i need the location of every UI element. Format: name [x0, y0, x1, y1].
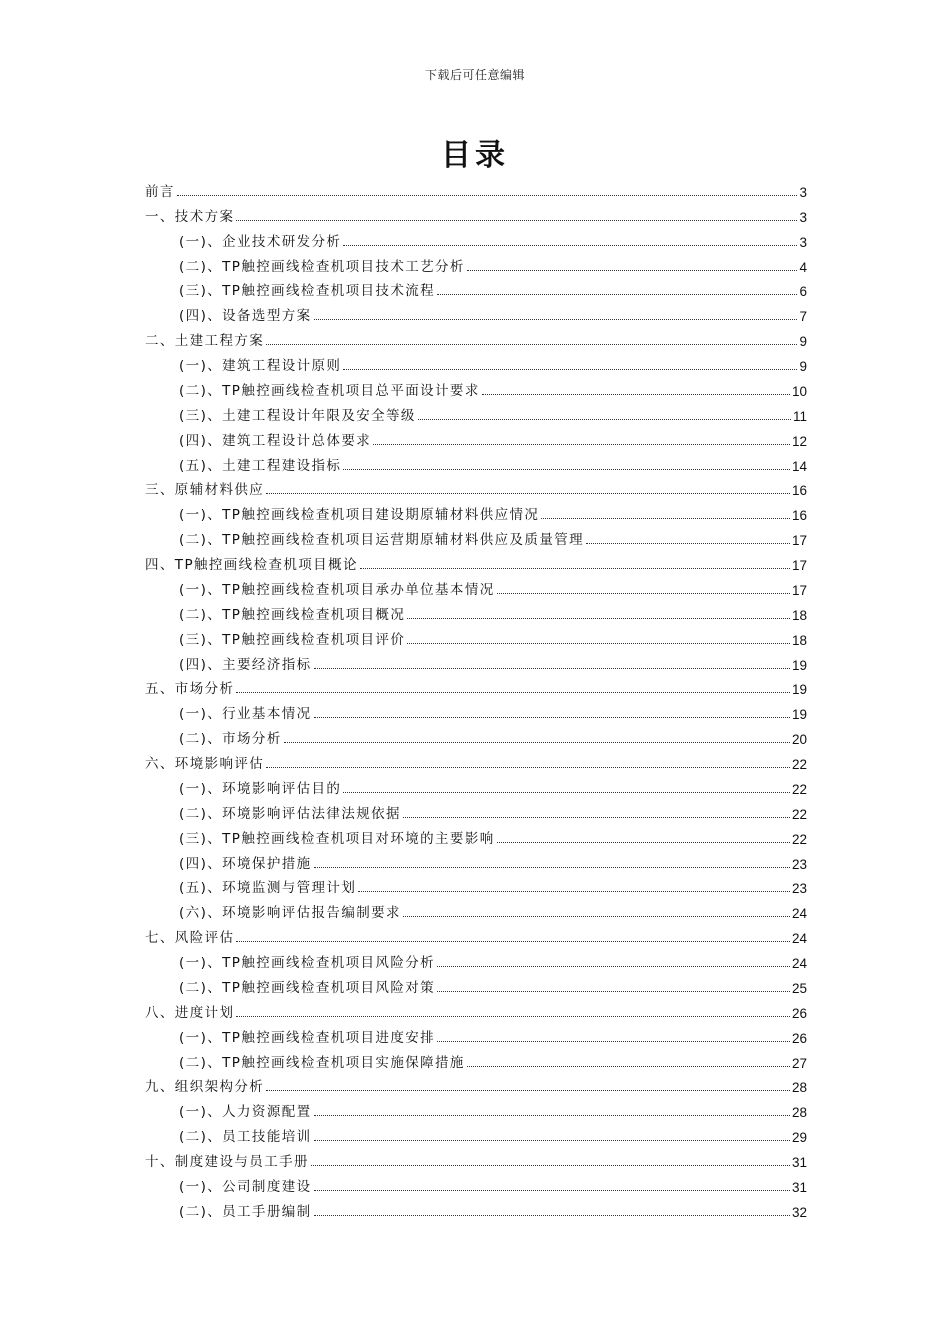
toc-entry-label: (一)、TP触控画线检查机项目风险分析 — [179, 955, 436, 971]
toc-entry-page-number: 10 — [791, 383, 807, 399]
toc-entry-label: (三)、TP触控画线检查机项目评价 — [179, 631, 406, 648]
toc-entry-page-number: 29 — [791, 1130, 807, 1146]
toc-entry[interactable] — [145, 971, 807, 996]
toc-entry-page-number: 24 — [791, 956, 807, 971]
toc-entry-page-number: 31 — [791, 1179, 807, 1195]
toc-entry-page-number: 19 — [791, 657, 807, 673]
toc-entry-label: (一)、公司制度建设 — [179, 1178, 312, 1195]
toc-entry-label: 三、原辅材料供应 — [145, 482, 265, 499]
dot-leader — [373, 443, 790, 445]
toc-entry-page-number: 22 — [791, 831, 807, 847]
dot-leader — [314, 318, 798, 320]
toc-entry[interactable] — [145, 498, 807, 523]
toc-entry[interactable] — [145, 349, 807, 374]
toc-entry-page-number: 26 — [791, 1005, 807, 1021]
dot-leader — [437, 293, 797, 295]
toc-entry-page-number: 28 — [791, 1105, 807, 1121]
toc-entry-label: (二)、环境影响评估法律法规依据 — [179, 805, 401, 822]
dot-leader — [343, 468, 790, 470]
toc-entry-page-number: 22 — [791, 781, 807, 797]
toc-entry[interactable] — [145, 1170, 807, 1195]
toc-entry-page-number: 3 — [799, 234, 807, 250]
toc-entry-label: 一、技术方案 — [145, 208, 235, 225]
toc-entry-page-number: 3 — [799, 209, 807, 225]
dot-leader — [403, 816, 790, 818]
toc-entry-page-number: 3 — [799, 184, 807, 200]
dot-leader — [266, 766, 790, 768]
toc-entry[interactable] — [145, 1071, 807, 1096]
toc-entry[interactable] — [145, 697, 807, 722]
toc-entry-page-number: 11 — [792, 408, 807, 424]
toc-entry-label: (一)、人力资源配置 — [179, 1104, 312, 1121]
toc-entry[interactable] — [145, 573, 807, 598]
toc-entry-label: (四)、环境保护措施 — [179, 855, 312, 872]
toc-entry-page-number: 24 — [791, 931, 807, 947]
toc-entry-label: 五、市场分析 — [145, 681, 235, 698]
toc-entry[interactable] — [145, 896, 807, 921]
toc-entry-label: (一)、行业基本情况 — [179, 706, 312, 723]
toc-entry-page-number: 19 — [791, 707, 807, 723]
toc-entry-label: 八、进度计划 — [145, 1004, 235, 1021]
toc-entry[interactable] — [145, 623, 807, 648]
toc-entry-page-number: 17 — [791, 533, 807, 549]
toc-entry-label: (五)、土建工程建设指标 — [179, 457, 342, 474]
dot-leader — [236, 940, 790, 942]
toc-entry-label: (四)、主要经济指标 — [179, 656, 312, 673]
dot-leader — [437, 1040, 790, 1042]
toc-entry[interactable] — [145, 250, 807, 275]
toc-entry-label: (二)、TP触控画线检查机项目运营期原辅材料供应及质量管理 — [179, 532, 585, 549]
dot-leader — [497, 592, 790, 594]
download-note: 下载后可任意编辑 — [424, 68, 525, 82]
toc-entry-page-number: 26 — [791, 1030, 807, 1046]
toc-entry-label: (一)、TP触控画线检查机项目建设期原辅材料供应情况 — [179, 507, 540, 524]
dot-leader — [314, 1214, 790, 1216]
toc-entry-label: (一)、TP触控画线检查机项目进度安排 — [179, 1029, 436, 1046]
dot-leader — [437, 965, 790, 967]
toc-entry[interactable] — [145, 424, 807, 449]
dot-leader — [360, 567, 790, 569]
toc-entry-label: 七、风险评估 — [145, 930, 235, 947]
dot-leader — [407, 617, 790, 619]
toc-entry-label: (一)、环境影响评估目的 — [179, 780, 342, 797]
toc-entry[interactable] — [145, 847, 807, 872]
toc-entry[interactable] — [145, 722, 807, 747]
toc-entry-page-number: 24 — [791, 906, 807, 922]
toc-entry-page-number: 4 — [799, 259, 807, 275]
toc-entry-page-number: 16 — [791, 508, 807, 524]
dot-leader — [314, 716, 790, 718]
toc-entry[interactable] — [145, 299, 807, 324]
toc-entry[interactable] — [145, 921, 807, 946]
toc-entry-label: (二)、市场分析 — [179, 731, 282, 748]
toc-entry-label: (一)、建筑工程设计原则 — [179, 358, 342, 374]
toc-entry[interactable] — [145, 1145, 807, 1170]
toc-entry[interactable] — [145, 648, 807, 673]
toc-entry-page-number: 18 — [791, 607, 807, 623]
toc-entry-label: (二)、TP触控画线检查机项目概况 — [179, 606, 406, 623]
toc-entry[interactable] — [145, 598, 807, 623]
toc-entry-label: (二)、TP触控画线检查机项目技术工艺分析 — [179, 258, 465, 275]
toc-entry[interactable] — [145, 822, 807, 847]
toc-entry-label: 二、土建工程方案 — [145, 333, 265, 350]
toc-entry-page-number: 9 — [799, 334, 807, 350]
toc-entry-label: (四)、建筑工程设计总体要求 — [179, 432, 372, 449]
toc-entry-label: (二)、TP触控画线检查机项目实施保障措施 — [179, 1054, 465, 1071]
dot-leader — [314, 1139, 790, 1141]
toc-entry[interactable] — [145, 1046, 807, 1071]
toc-entry[interactable] — [145, 175, 807, 200]
toc-entry-label: (三)、土建工程设计年限及安全等级 — [179, 407, 416, 424]
dot-leader — [482, 393, 790, 395]
toc-entry-page-number: 12 — [791, 433, 807, 449]
toc-entry-label: (一)、TP触控画线检查机项目承办单位基本情况 — [179, 581, 495, 598]
dot-leader — [343, 368, 797, 370]
dot-leader — [266, 343, 797, 345]
toc-entry[interactable] — [145, 548, 807, 573]
toc-entry-page-number: 9 — [799, 359, 807, 374]
toc-entry[interactable] — [145, 1095, 807, 1120]
toc-entry[interactable] — [145, 996, 807, 1021]
toc-entry[interactable] — [145, 747, 807, 772]
toc-entry-page-number: 7 — [799, 309, 807, 325]
dot-leader — [236, 1015, 790, 1017]
dot-leader — [437, 990, 790, 992]
dot-leader — [343, 791, 790, 793]
toc-entry[interactable] — [145, 1120, 807, 1145]
dot-leader — [266, 492, 790, 494]
toc-entry-page-number: 20 — [791, 732, 807, 748]
toc-entry-page-number: 19 — [791, 682, 807, 698]
toc-entry-label: (四)、设备选型方案 — [179, 308, 312, 325]
dot-leader — [314, 1189, 790, 1191]
toc-entry-page-number: 17 — [791, 582, 807, 598]
dot-leader — [284, 741, 790, 743]
toc-entry-label: 十、制度建设与员工手册 — [145, 1154, 309, 1170]
toc-entry-label: 四、TP触控画线检查机项目概论 — [145, 557, 358, 573]
dot-leader — [418, 418, 791, 420]
toc-entry-page-number: 17 — [791, 558, 807, 573]
toc-entry[interactable] — [145, 523, 807, 548]
dot-leader — [236, 219, 797, 221]
dot-leader — [266, 1089, 790, 1091]
dot-leader — [586, 542, 790, 544]
toc-entry-page-number: 14 — [791, 458, 807, 474]
toc-entry[interactable] — [145, 1021, 807, 1046]
toc-entry[interactable] — [145, 946, 807, 971]
toc-entry-page-number: 28 — [791, 1080, 807, 1096]
toc-entry-page-number: 32 — [791, 1204, 807, 1220]
toc-entry[interactable] — [145, 324, 807, 349]
toc-entry[interactable] — [145, 872, 807, 897]
toc-entry-page-number: 23 — [791, 881, 807, 897]
toc-entry-label: (二)、员工手册编制 — [179, 1203, 312, 1220]
toc-entry-label: (六)、环境影响评估报告编制要求 — [179, 905, 401, 922]
toc-entry-page-number: 6 — [799, 284, 807, 300]
toc-entry[interactable] — [145, 275, 807, 300]
dot-leader — [177, 194, 798, 196]
toc-entry-label: (三)、TP触控画线检查机项目技术流程 — [179, 283, 436, 300]
dot-leader — [497, 841, 790, 843]
toc-entry[interactable] — [145, 449, 807, 474]
toc-entry-label: 前言 — [145, 183, 175, 200]
toc-entry[interactable] — [145, 772, 807, 797]
toc-entry-page-number: 27 — [791, 1055, 807, 1071]
toc-entry[interactable] — [145, 797, 807, 822]
toc-entry[interactable] — [145, 374, 807, 399]
dot-leader — [314, 1114, 790, 1116]
dot-leader — [467, 269, 798, 271]
dot-leader — [314, 667, 790, 669]
toc-entry-label: (二)、员工技能培训 — [179, 1129, 312, 1146]
dot-leader — [314, 866, 790, 868]
toc-entry-page-number: 22 — [791, 806, 807, 822]
dot-leader — [358, 890, 790, 892]
toc-entry-label: (二)、TP触控画线检查机项目总平面设计要求 — [179, 382, 480, 399]
toc-entry[interactable] — [145, 200, 807, 225]
toc-entry[interactable] — [145, 399, 807, 424]
dot-leader — [343, 244, 797, 246]
toc-entry-label: 九、组织架构分析 — [145, 1079, 265, 1096]
table-of-contents — [145, 175, 807, 1220]
toc-entry-label: (五)、环境监测与管理计划 — [179, 880, 357, 897]
dot-leader — [236, 691, 790, 693]
dot-leader — [467, 1065, 790, 1067]
toc-entry[interactable] — [145, 1195, 807, 1220]
dot-leader — [541, 517, 790, 519]
page-title: 目录 — [441, 138, 509, 173]
toc-entry-page-number: 25 — [791, 980, 807, 996]
toc-entry-label: (二)、TP触控画线检查机项目风险对策 — [179, 979, 436, 996]
toc-entry[interactable] — [145, 225, 807, 250]
toc-entry-page-number: 23 — [791, 856, 807, 872]
toc-entry[interactable] — [145, 673, 807, 698]
toc-entry-page-number: 31 — [791, 1155, 807, 1170]
toc-entry-page-number: 22 — [791, 757, 807, 772]
toc-entry-label: 六、环境影响评估 — [145, 756, 265, 772]
toc-entry-label: (三)、TP触控画线检查机项目对环境的主要影响 — [179, 830, 495, 847]
toc-entry[interactable] — [145, 474, 807, 499]
dot-leader — [403, 915, 790, 917]
dot-leader — [311, 1164, 790, 1166]
toc-entry-page-number: 16 — [791, 483, 807, 499]
toc-entry-label: (一)、企业技术研发分析 — [179, 233, 342, 250]
dot-leader — [407, 642, 790, 644]
toc-entry-page-number: 18 — [791, 632, 807, 648]
